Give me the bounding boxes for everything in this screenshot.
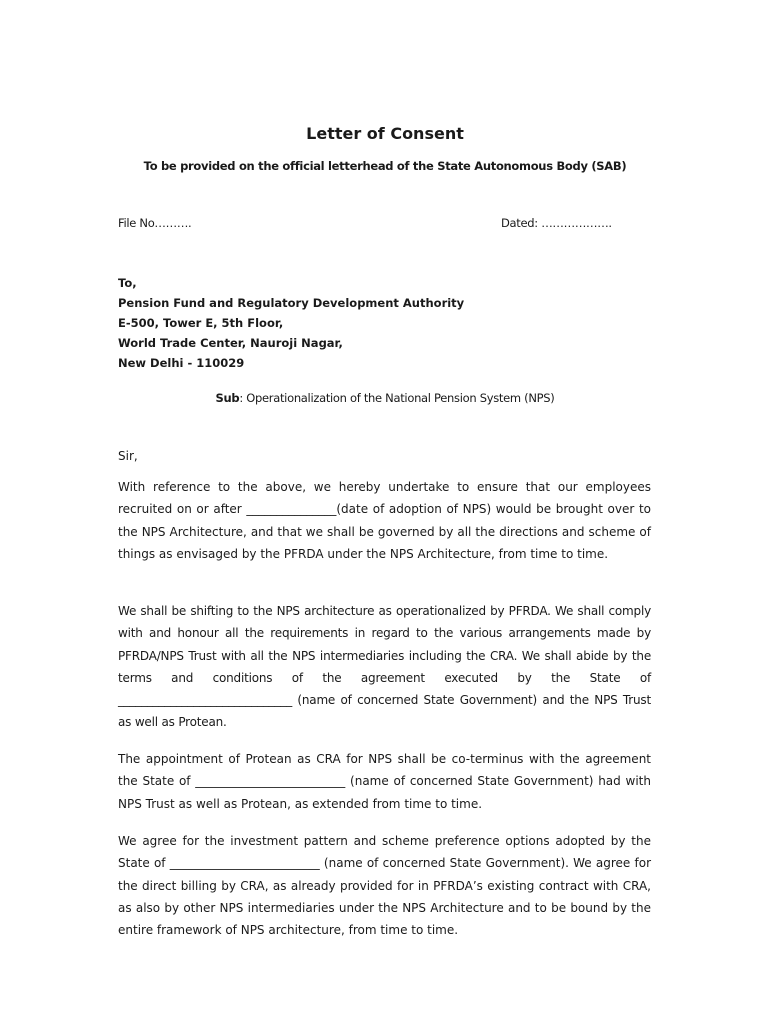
- body-paragraph: With reference to the above, we hereby undertake to ensure that our employees recruited on or after _______________(date of adoption of NPS) would be brought over to the NPS Architecture, and that we shall be governed by all the directions and scheme of things as envisaged by the PFRDA under the NPS Architecture, from time to time.: [118, 480, 651, 561]
- subject-line: [0, 391, 770, 405]
- address-line: To,: [118, 276, 137, 290]
- recipient-address: [118, 273, 464, 373]
- address-line: E-500, Tower E, 5th Floor,: [118, 316, 284, 330]
- letter-title: Letter of Consent: [306, 124, 464, 143]
- body-paragraph: We agree for the investment pattern and scheme preference options adopted by the State of _________________________ (name of concerned State Government). We agree for the direct billing by CRA, as already provided for in PFRDA’s existing contract with CRA, as also by other NPS intermediaries under the NPS Architecture and to be bound by the entire framework of NPS architecture, from time to time.: [118, 834, 651, 938]
- letter-subtitle: To be provided on the official letterhead of the State Autonomous Body (SAB): [143, 159, 627, 173]
- body-paragraph: We shall be shifting to the NPS architecture as operationalized by PFRDA. We shall comply with and honour all the requirements in regard to the various arrangements made by PFRDA/NPS Trust with all the NPS intermediaries including the CRA. We shall abide by the terms and conditions of the agreement executed by the State of ______________________________ (name of concerned State Government) and the NPS Trust as well as Protean.: [118, 604, 651, 730]
- dated-field: Dated: ……………….: [501, 216, 612, 230]
- address-line: Pension Fund and Regulatory Development Authority: [118, 296, 465, 310]
- body-paragraph: The appointment of Protean as CRA for NPS shall be co-terminus with the agreement the State of _________________________ (name of concerned State Government) had with NPS Trust as well as Protean, as extended from time to time.: [118, 752, 651, 811]
- subject-label: Sub: [215, 391, 240, 405]
- subject-text: : Operationalization of the National Pension System (NPS): [239, 391, 555, 405]
- salutation: Sir,: [118, 449, 138, 463]
- address-line: World Trade Center, Nauroji Nagar,: [118, 336, 343, 350]
- file-number: File No……….: [118, 216, 192, 230]
- address-line: New Delhi - 110029: [118, 356, 245, 370]
